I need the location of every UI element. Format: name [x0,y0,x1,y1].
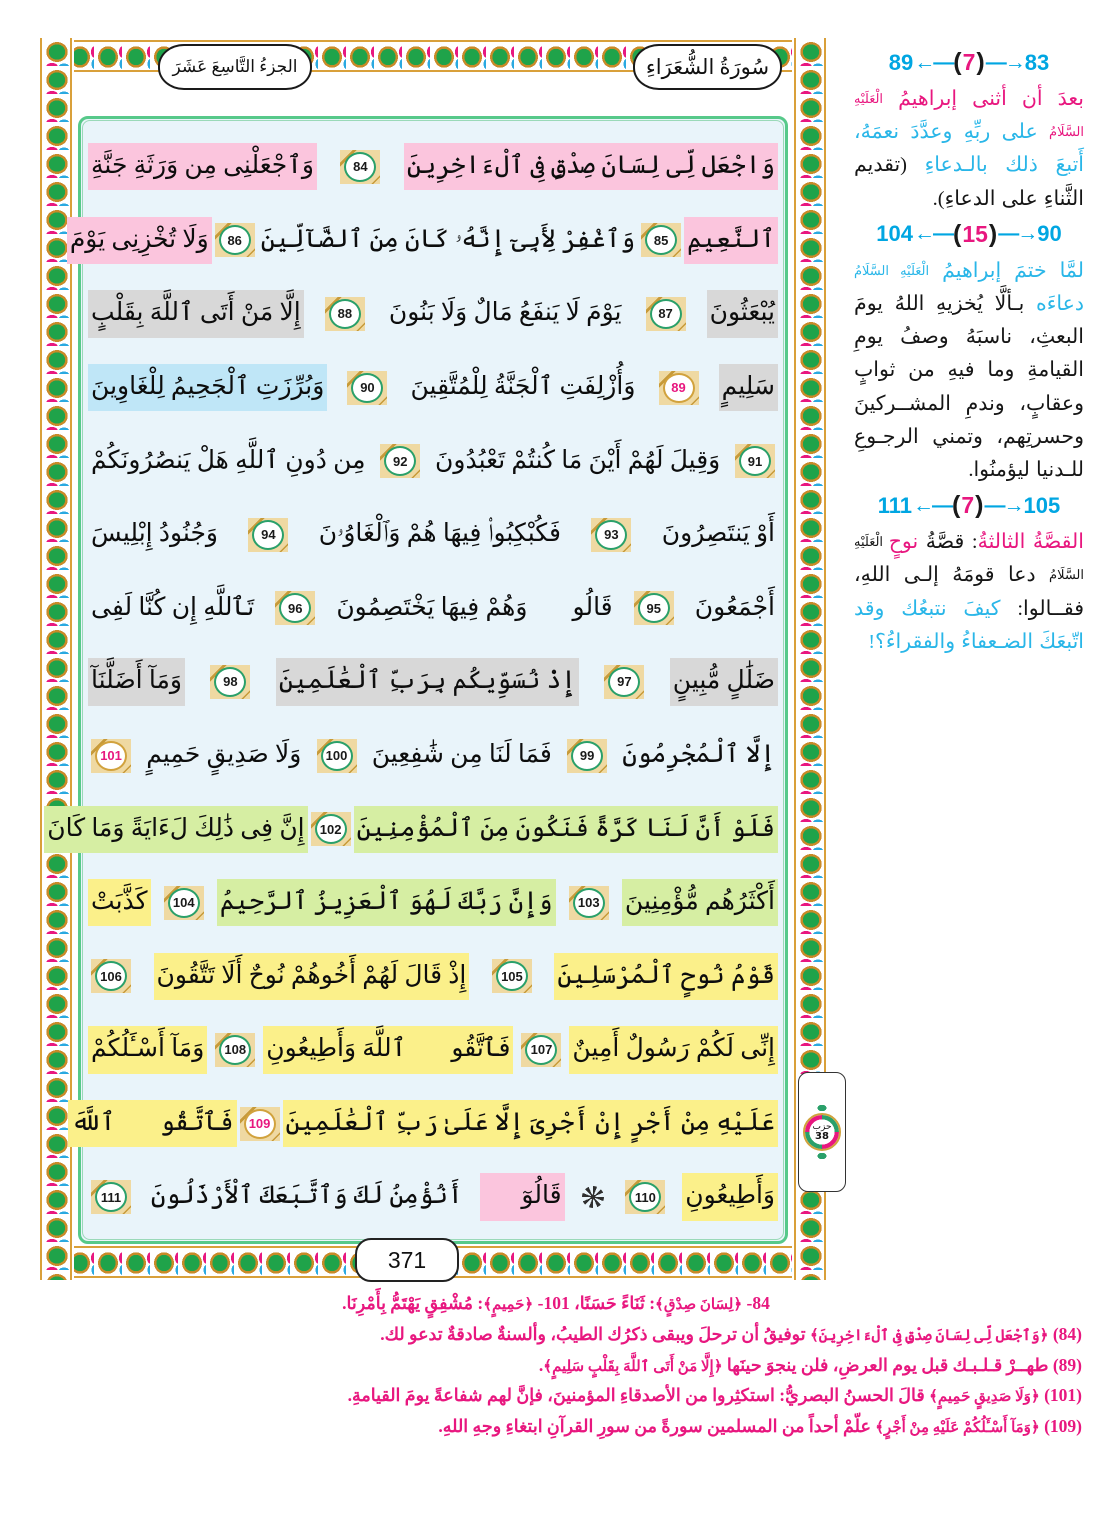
quran-text-segment: قَالُوٓا۟ [480,1173,565,1220]
ayah-number-text: 86 [227,232,242,248]
ayah-number-text: 93 [604,527,619,543]
ayah-marker-disc [663,373,695,403]
tafsir-text-run: القصَّةُ الثالثةُ [977,531,1084,554]
range-start-ayah: 105 [1023,492,1061,518]
footnote-text: : ثَنَاءً حَسَنًا، 101- [533,1293,656,1313]
surah-name-cartouche [633,44,782,90]
footnote-line [30,1350,1082,1381]
quran-text-segment: وَاجْعَل لِّى لِسَانَ صِدْقٍ فِى ٱلْءَاخِرِينَ [404,143,778,190]
quran-text-segment: فَٱتَّقُوا۟ ٱللَّهَ وَأَطِيعُونِ [263,1026,513,1073]
ayah-marker-disc [244,1109,276,1139]
ayah-marker-disc [608,667,640,697]
ayah-marker-disc [525,1035,557,1065]
ayah-number-text: 91 [747,453,763,469]
quran-text-segment: وَمَآ أَسْـَٔلُكُمْ [88,1026,207,1073]
ayah-number-marker[interactable] [641,223,681,257]
ayah-marker-disc [214,667,246,697]
ayah-marker-disc [650,299,682,329]
quran-line [71,1087,778,1161]
ayah-number-text: 101 [100,748,122,764]
ayah-number-marker[interactable] [248,518,288,552]
tafsir-block [854,491,1084,659]
quran-text-segment: قَالُوا۟ وَهُمْ فِيهَا يَخْتَصِمُونَ [336,593,613,621]
ayah-number-marker[interactable] [625,1180,665,1214]
ayah-number-text: 96 [288,600,303,616]
footnote-quran-quote: ﴿وَمَآ أَسْـَٔلُكُمْ عَلَيْهِ مِنْ أَجْرٍ﴾ [875,1420,1040,1437]
ayah-number-text: 98 [223,674,238,690]
ayah-number-marker[interactable] [91,1180,131,1214]
footnote-line [30,1380,1082,1411]
ayah-number-text: 107 [530,1042,553,1058]
range-end-ayah: 111 [877,492,913,518]
ayah-number-text: 106 [100,968,122,984]
quran-text-segment: وَقِيلَ لَهُمْ أَيْنَ مَا كُنتُمْ تَعْبُدُونَ [435,446,721,474]
ayah-marker-disc [629,1182,661,1212]
ayah-number-text: 111 [100,1189,122,1205]
footnote-text: . [538,1354,544,1375]
tafsir-text-run: : قصَّةُ [918,531,978,554]
ayah-number-text: 90 [360,380,375,396]
quran-text-segment: عَلَيْهِ مِنْ أَجْرٍ إِنْ أَجْرِىَ إِلَّا عَلَىٰ رَبِّ ٱلْعَٰلَمِينَ [283,1100,778,1147]
ayah-number-marker[interactable] [492,959,532,993]
quran-text-segment: وَأُزْلِفَتِ ٱلْجَنَّةُ لِلْمُتَّقِينَ [410,372,636,400]
quran-text-segment: فَٱتَّقُوا۟ ٱللَّهَ [68,1100,236,1147]
quran-text-segment: أَوْ يَنتَصِرُونَ [661,520,775,548]
quran-text-segment: فَكُبْكِبُوا۟ فِيهَا هُمْ وَٱلْغَاوُۥنَ [318,520,562,548]
honorific-glyph: الْعَلَيْهِ السَّلَامُ [854,262,930,278]
footnote-line [30,1411,1082,1442]
quran-text-segment: أَنُؤْمِنُ لَكَ وَٱتَّبَعَكَ ٱلْأَرْذَلُونَ [150,1182,463,1210]
ayah-number-marker[interactable] [340,150,380,184]
ayah-number-text: 103 [577,895,600,911]
ayah-number-marker[interactable] [735,444,775,478]
ayah-range-indicator [854,48,1084,77]
footnote-text: علّمْ أحداً من المسلمين سورةً من سورِ القرآنِ ابتغاءِ وجهِ اللهِ. [438,1416,876,1437]
quran-text-segment: إِنِّى لَكُمْ رَسُولٌ أَمِينٌ [569,1026,778,1073]
footnote-text: توفيقُ أن ترحلَ ويبقى ذكرُك الطيبُ، وألسنةٌ صادقةٌ تدعو لك. [380,1323,810,1344]
ayah-marker-disc [219,1035,251,1065]
juz-label-text: الجزءُ التَّاسِعَ عَشَرَ [172,57,298,76]
ayah-marker-disc [344,152,376,182]
range-paren-open: ( [952,491,961,520]
quran-text-segment: وَمَآ أَضَلَّنَآ [88,658,185,705]
hizb-rosette [803,1113,841,1151]
arrow-right-icon: —→ [985,50,1024,74]
hizb-label: حزب [812,1121,832,1132]
mushaf-frame [38,38,832,1280]
footnote-quran-quote: ﴿لِسَانَ صِدْقٍ﴾ [655,1297,743,1313]
quran-text-segment: إِلَّا ٱلْمُجْرِمُونَ [622,740,775,768]
arrow-right-icon: —→ [998,222,1037,246]
ayah-number-text: 102 [319,821,342,837]
footnote-ayah-ref: (89) [1048,1354,1082,1375]
ayah-number-marker[interactable] [325,297,365,331]
ayah-number-marker[interactable] [164,886,204,920]
quran-text-segment: إِذْ نُسَوِّيكُم بِرَبِّ ٱلْعَٰلَمِينَ [276,658,579,705]
range-paren-open: ( [952,219,962,248]
quran-line [88,866,778,940]
range-paren-open: ( [953,48,962,76]
arrow-left-icon: ←— [913,493,952,517]
quran-line [88,572,778,646]
quran-text-segment: وَٱجْعَلْنِى مِن وَرَثَةِ جَنَّةِ [88,143,317,190]
footnote-text: طهــرْ قـلـبـك قبل يوم العرضِ، فلن ينجوَ حينَها [722,1354,1049,1375]
hizb-marker [798,1072,846,1192]
tafsir-sidebar [848,44,1084,1280]
ayah-number-text: 94 [261,527,276,543]
ayah-number-text: 105 [501,968,523,984]
ayah-number-text: 108 [224,1042,247,1058]
ayah-number-text: 95 [646,600,661,616]
ayah-marker-disc [95,1182,127,1212]
ayah-number-marker[interactable] [210,665,250,699]
ayah-number-marker[interactable] [311,812,351,846]
tafsir-text-run: لمَّا ختمَ إبراهيمُ [929,259,1084,282]
arrow-left-icon: ←— [914,50,953,74]
footnotes-section [30,1288,1082,1442]
ayah-number-text: 84 [353,159,368,175]
hizb-number: 38 [815,1130,829,1142]
ayah-range-indicator [854,220,1084,249]
tafsir-paragraph [854,255,1084,487]
footnote-ayah-ref: 84- [742,1293,770,1313]
ayah-number-marker[interactable] [91,959,131,993]
arrow-right-icon: —→ [984,493,1023,517]
range-start-ayah: 83 [1024,49,1050,75]
ayah-marker-disc [351,373,383,403]
quran-text-segment: أَجْمَعُونَ [694,593,775,621]
ayah-number-text: 88 [337,306,353,322]
ayah-marker-disc [252,520,284,550]
quran-text-segment: وَإِنَّ رَبَّكَ لَهُوَ ٱلْعَزِيزُ ٱلرَّحِيمُ [217,879,556,926]
ayah-marker-disc [638,593,670,623]
tafsir-paragraph [854,526,1084,659]
surah-name-text: سُورَةُ الشُّعَرَاءِ [645,54,770,79]
quran-text-segment: إِذْ قَالَ لَهُمْ أَخُوهُمْ نُوحٌ أَلَا تَتَّقُونَ [154,953,470,1000]
quran-text-segment: إِنَّ فِى ذَٰلِكَ لَءَايَةً وَمَا كَانَ [44,806,307,853]
ayah-number-marker[interactable] [659,371,699,405]
ayah-number-text: 89 [671,380,686,396]
honorific-glyph: الْعَلَيْهِ السَّلَامُ [854,91,1084,140]
tafsir-text-run: بعدَ أن أثنى إبراهيمُ [883,88,1084,110]
ayah-number-text: 110 [634,1189,656,1205]
ayah-number-marker[interactable] [569,886,609,920]
ayah-number-marker[interactable] [604,665,644,699]
quran-text-segment: ضَلَٰلٍ مُّبِينٍ [670,658,778,705]
ayah-number-marker[interactable] [634,591,674,625]
tafsir-block [854,48,1084,216]
range-end-ayah: 89 [888,49,914,75]
ayah-number-marker[interactable] [380,444,420,478]
tafsir-text-run: على ربِّهِ وعدَّدَ نعمَهُ، أَتبعَ ذلك بالـدعاءِ [854,121,1084,177]
quran-line [47,792,778,866]
quran-text-segment: إِلَّا مَنْ أَتَى ٱللَّهَ بِقَلْبٍ [88,290,304,337]
ayah-number-text: 109 [248,1116,271,1132]
quran-line [88,1160,778,1234]
ayah-range-indicator [854,491,1084,520]
quran-text-segment: فَلَوْ أَنَّ لَنَا كَرَّةً فَنَكُونَ مِنَ ٱلْمُؤْمِنِينَ [354,806,778,853]
tafsir-paragraph [854,83,1084,216]
quran-text-segment: سَلِيمٍ [719,364,778,411]
footnote-line [30,1288,1082,1319]
tafsir-text-run: دعاءَه [1024,293,1084,316]
page-number-badge [355,1238,459,1282]
quran-text-segment: يُبْعَثُونَ [707,290,778,337]
ayah-number-marker[interactable] [347,371,387,405]
quran-text-segment: تَٱللَّهِ إِن كُنَّا لَفِى [91,593,255,621]
ayah-number-text: 104 [172,895,195,911]
tafsir-text-run: كيفَ نتبعُك وقد اتّبعَكَ الضـعفاءُ والفقراءُ؟! [854,597,1084,653]
tafsir-text-run: دعا قومَهُ إلـى اللهِ، فقــالوا: [854,564,1085,620]
ayah-number-marker[interactable] [317,739,357,773]
ayah-marker-disc [315,814,347,844]
hizb-ornament-top [815,1103,829,1113]
quran-text-segment: وَلَا تُخْزِنِى يَوْمَ [67,217,212,264]
footnote-quran-quote: ﴿إِلَّا مَنْ أَتَى ٱللَّهَ بِقَلْبٍ سَلِيمٍ﴾ [543,1358,723,1375]
quran-text-segment: ٱلنَّعِيمِ [684,217,778,264]
tafsir-text-run: (تقديم الثَّناءِ على الدعاءِ). [854,154,1084,210]
footnote-quran-quote: ﴿حَمِيمٍ﴾ [483,1297,534,1313]
quran-text-segment: وَبُرِّزَتِ ٱلْجَحِيمُ لِلْغَاوِينَ [88,364,327,411]
ayah-marker-disc [279,593,311,623]
quran-text-segment: قَوْمُ نُوحٍ ٱلْمُرْسَلِينَ [554,953,778,1000]
quran-line [88,1013,778,1087]
ayah-number-marker[interactable] [91,739,131,773]
quran-line [88,498,778,572]
ayah-number-marker[interactable] [521,1033,561,1067]
hizb-ornament-bottom [815,1151,829,1161]
footnote-quran-quote: ﴿وَلَا صَدِيقٍ حَمِيمٍ﴾ [929,1389,1040,1406]
footnote-text: قالَ الحسنُ البصريُّ: استكثِروا من الأصدقاءِ المؤمنينَ، فإنَّ لهم شفاعةً يومَ القيامةِ. [347,1385,930,1406]
ayah-marker-disc [595,520,627,550]
quran-text-segment: يَوْمَ لَا يَنفَعُ مَالٌ وَلَا بَنُونَ [388,299,622,327]
ayah-marker-disc [329,299,361,329]
range-paren-close: ) [976,48,985,76]
ayah-number-marker[interactable] [275,591,315,625]
quran-text-segment: وَأَطِيعُونِ [682,1173,778,1220]
ayah-number-marker[interactable] [567,739,607,773]
quran-line [88,719,778,793]
ayah-marker-disc [739,446,771,476]
footnote-line [30,1319,1082,1350]
ayah-marker-disc [573,888,605,918]
quran-text-segment: وَٱغْفِرْ لِأَبِىٓ إِنَّهُۥ كَانَ مِنَ ٱلضَّآلِّينَ [260,225,636,253]
quran-line [88,940,778,1014]
quran-text-segment: وَلَا صَدِيقٍ حَمِيمٍ [146,740,302,768]
tafsir-text-run: نوحٍ [888,531,919,554]
ayah-number-marker[interactable] [215,223,255,257]
ayah-marker-disc [571,741,603,771]
range-ayah-count: 7 [961,492,975,519]
ayah-marker-disc [496,961,528,991]
ayah-number-marker[interactable] [646,297,686,331]
page-number-text: 371 [387,1246,427,1273]
ayah-number-text: 92 [393,453,408,469]
footnote-ayah-ref: (101) [1039,1385,1082,1406]
quran-text-segment: مِن دُونِ ٱللَّهِ هَلْ يَنصُرُونَكُمْ [91,446,366,474]
tafsir-block [854,220,1084,487]
quran-line [88,424,778,498]
quran-text-segment: كَذَّبَتْ [88,879,151,926]
footnote-text: : مُشْفِقٍ يَهْتَمُّ بِأَمْرِنَا. [342,1293,484,1313]
ayah-marker-disc [95,741,127,771]
quran-text-segment: فَمَا لَنَا مِن شَٰفِعِينَ [371,740,552,768]
tafsir-text-run: بـألَّا يُخزيهِ اللهُ يومَ البعثِ، ناسبَهُ وصفُ يومِ القيامةِ وما فيهِ من ثوابٍ وعقابٍ، وندمِ المشــركينَ وحسرتِهم، وتمني الرجـوعِ للـدنيا ليؤمنُوا. [854,293,1084,482]
ayah-number-marker[interactable] [240,1107,280,1141]
ayah-marker-disc [168,888,200,918]
footnote-quran-quote: ﴿وَٱجْعَل لِّى لِسَانَ صِدْقٍ فِى ٱلْءَاخِرِينَ﴾ [809,1327,1049,1344]
arrow-left-icon: ←— [913,222,952,246]
juz-cartouche [158,44,312,90]
ayah-number-text: 99 [579,748,595,764]
range-end-ayah: 104 [876,221,913,247]
ayah-number-text: 100 [325,748,348,764]
quran-text-segment: أَكْثَرُهُم مُّؤْمِنِينَ [622,879,778,926]
ayah-number-marker[interactable] [591,518,631,552]
ayah-marker-disc [321,741,353,771]
range-ayah-count: 15 [962,220,988,247]
section-rosette-icon [582,1186,604,1208]
ayah-number-marker[interactable] [215,1033,255,1067]
quran-text-segment: وَجُنُودُ إِبْلِيسَ [91,520,218,548]
quran-text-block [47,126,778,1234]
range-start-ayah: 90 [1037,221,1062,247]
quran-line [88,351,778,425]
range-paren-close: ) [975,491,984,520]
quran-line [88,130,778,204]
range-ayah-count: 7 [962,49,976,75]
ayah-marker-disc [219,225,251,255]
quran-line [88,645,778,719]
ayah-marker-disc [645,225,677,255]
ayah-number-text: 85 [653,232,669,248]
ayah-marker-disc [95,961,127,991]
footnote-ayah-ref: (84) [1048,1323,1082,1344]
footnote-ayah-ref: (109) [1039,1416,1082,1437]
quran-line [69,204,778,278]
ayah-number-text: 87 [658,306,673,322]
ayah-marker-disc [384,446,416,476]
ayah-number-text: 97 [617,674,632,690]
range-paren-close: ) [988,219,998,248]
honorific-glyph: الْعَلَيْهِ السَّلَامُ [854,534,1084,583]
quran-line [88,277,778,351]
